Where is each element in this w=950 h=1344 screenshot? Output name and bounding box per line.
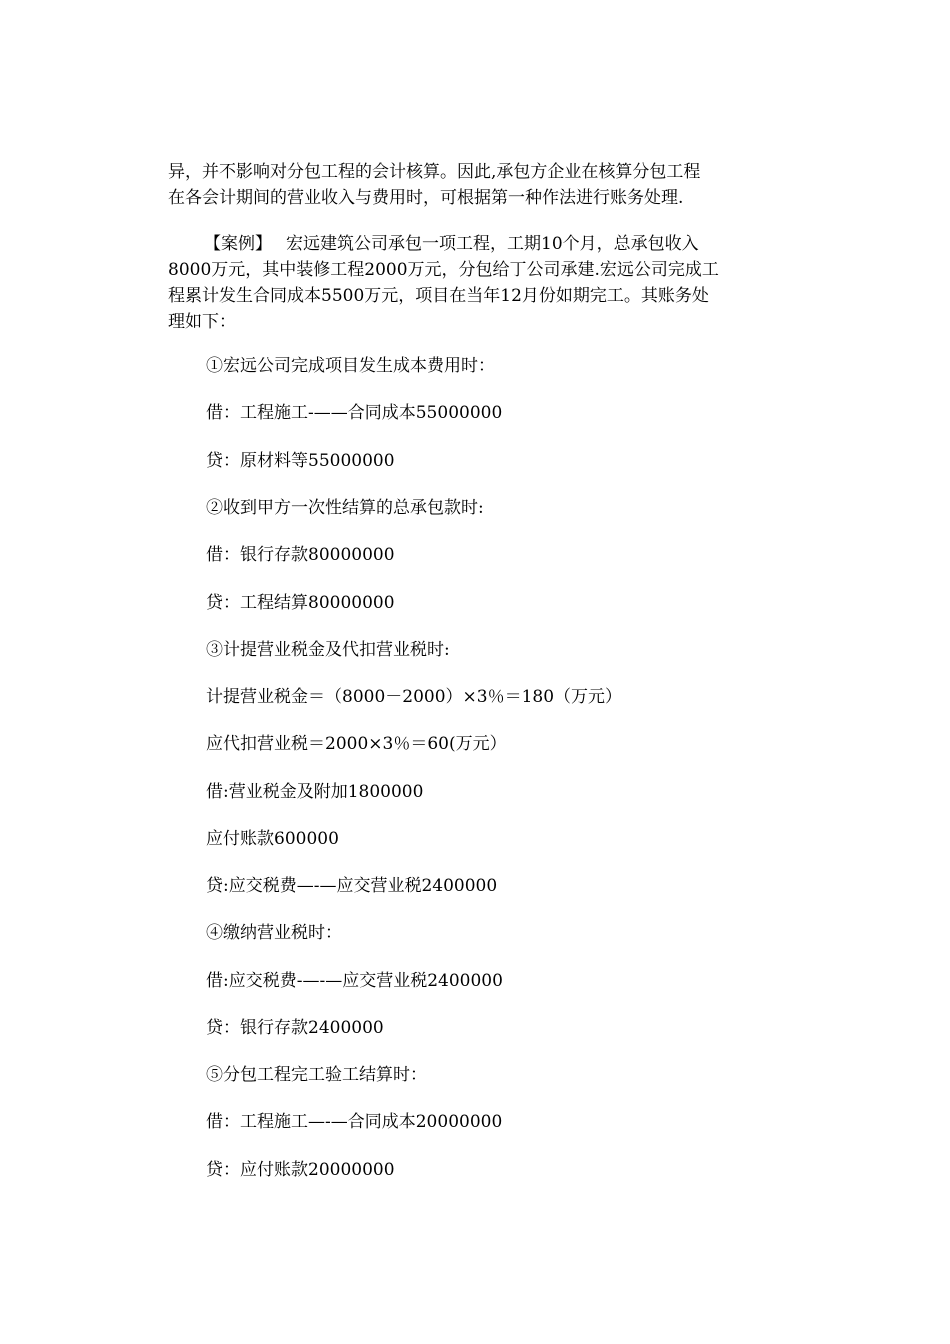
journal-entry-line: 借:营业税金及附加1800000 (206, 782, 424, 802)
journal-entry-line: 贷：应付账款20000000 (206, 1160, 395, 1180)
intro-line: 异，并不影响对分包工程的会计核算。因此,承包方企业在核算分包工程 (168, 162, 701, 182)
case-line: 程累计发生合同成本5500万元，项目在当年12月份如期完工。其账务处 (168, 286, 709, 306)
step-heading: ①宏远公司完成项目发生成本费用时： (206, 356, 495, 376)
journal-entry-line: 借：银行存款80000000 (206, 545, 395, 565)
case-line: 8000万元，其中装修工程2000万元，分包给丁公司承建.宏远公司完成工 (168, 260, 719, 280)
intro-line: 在各会计期间的营业收入与费用时，可根据第一种作法进行账务处理. (168, 188, 684, 208)
intro-paragraph (168, 159, 778, 211)
case-line: 理如下： (168, 312, 236, 332)
case-line: 宏远建筑公司承包一项工程，工期10个月，总承包收入 (286, 234, 699, 254)
journal-entry-line: 贷：工程结算80000000 (206, 593, 395, 613)
step-heading: ⑤分包工程完工验工结算时： (206, 1065, 427, 1085)
calculation-line: 应代扣营业税＝2000×3％＝60(万元） (206, 734, 507, 754)
journal-entry-line: 应付账款600000 (206, 829, 339, 849)
journal-entry-line: 贷:应交税费—-—应交营业税2400000 (206, 876, 498, 896)
step-heading: ②收到甲方一次性结算的总承包款时: (206, 498, 484, 518)
case-tag: 【案例】 (204, 234, 272, 254)
step-heading: ④缴纳营业税时： (206, 923, 342, 943)
step-heading: ③计提营业税金及代扣营业税时: (206, 640, 450, 660)
journal-entry-line: 借：工程施工-——合同成本55000000 (206, 403, 503, 423)
calculation-line: 计提营业税金＝（8000－2000）×3％＝180（万元） (206, 687, 623, 707)
case-paragraph (168, 231, 778, 335)
journal-entry-line: 贷：原材料等55000000 (206, 451, 395, 471)
journal-entry-line: 贷：银行存款2400000 (206, 1018, 384, 1038)
journal-entry-line: 借:应交税费-—-—应交营业税2400000 (206, 971, 503, 991)
journal-entry-line: 借：工程施工—-—合同成本20000000 (206, 1112, 503, 1132)
